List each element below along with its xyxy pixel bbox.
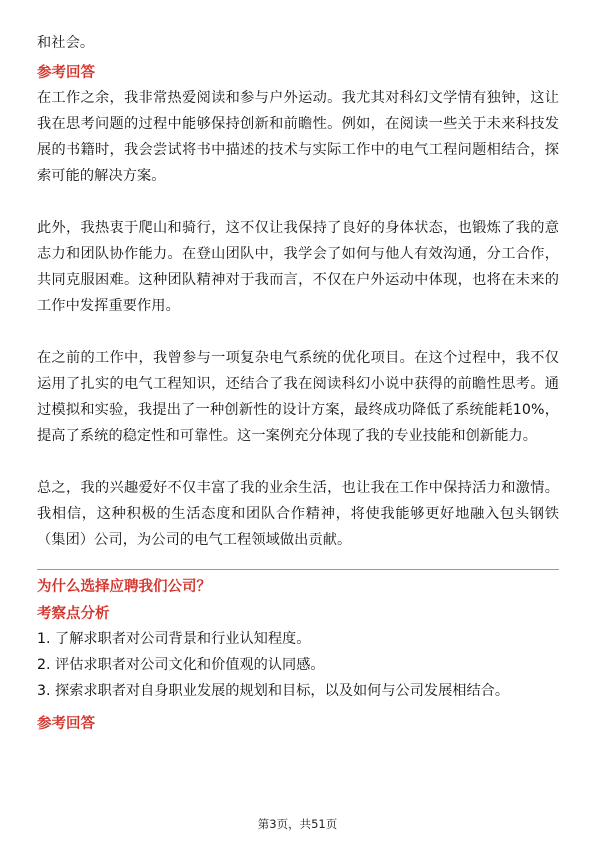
- answer-heading: 参考回答: [37, 65, 95, 81]
- answer-paragraph-1: 在工作之余，我非常热爱阅读和参与户外运动。我尤其对科幻文学情有独钟，这让我在思考问题的过程中能够保持创新和前瞻性。例如，在阅读一些关于未来科技发展的书籍时，我会尝试将书中描述的技术与实际工作中的电气工程问题相结合，探索可能的解决方案。: [37, 90, 559, 184]
- question-title: 为什么选择应聘我们公司？: [37, 579, 211, 595]
- analysis-point-3: 3. 探索求职者对自身职业发展的规划和目标，以及如何与公司发展相结合。: [37, 683, 510, 699]
- answer-paragraph-4: 总之，我的兴趣爱好不仅丰富了我的业余生活，也让我在工作中保持活力和激情。我相信，这种积极的生活态度和团队合作精神，将使我能够更好地融入包头钢铁（集团）公司，为公司的电气工程领域做出贡献。: [37, 480, 559, 548]
- paragraph-gap: [37, 319, 559, 345]
- document-page: [37, 30, 559, 736]
- answer-paragraph-2: 此外，我热衷于爬山和骑行，这不仅让我保持了良好的身体状态，也锻炼了我的意志力和团队协作能力。在登山团队中，我学会了如何与他人有效沟通，分工合作，共同克服困难。这种团队精神对于我而言，不仅在户外运动中体现，也将在未来的工作中发挥重要作用。: [37, 220, 559, 314]
- page-number: 第3页，共51页: [257, 817, 338, 831]
- analysis-heading: 考察点分析: [37, 606, 110, 622]
- analysis-point-2: 2. 评估求职者对公司文化和价值观的认同感。: [37, 657, 325, 673]
- answer-heading-2: 参考回答: [37, 716, 95, 732]
- analysis-point-1: 1. 了解求职者对公司背景和行业认知程度。: [37, 631, 311, 647]
- section-divider: [37, 569, 559, 570]
- paragraph-gap: [37, 189, 559, 215]
- intro-line: 和社会。: [37, 35, 95, 51]
- answer-paragraph-3: 在之前的工作中，我曾参与一项复杂电气系统的优化项目。在这个过程中，我不仅运用了扎实的电气工程知识，还结合了我在阅读科幻小说中获得的前瞻性思考。通过模拟和实验，我提出了一种创新性的设计方案，最终成功降低了系统能耗10%，提高了系统的稳定性和可靠性。这一案例充分体现了我的专业技能和创新能力。: [37, 350, 559, 444]
- paragraph-gap: [37, 449, 559, 475]
